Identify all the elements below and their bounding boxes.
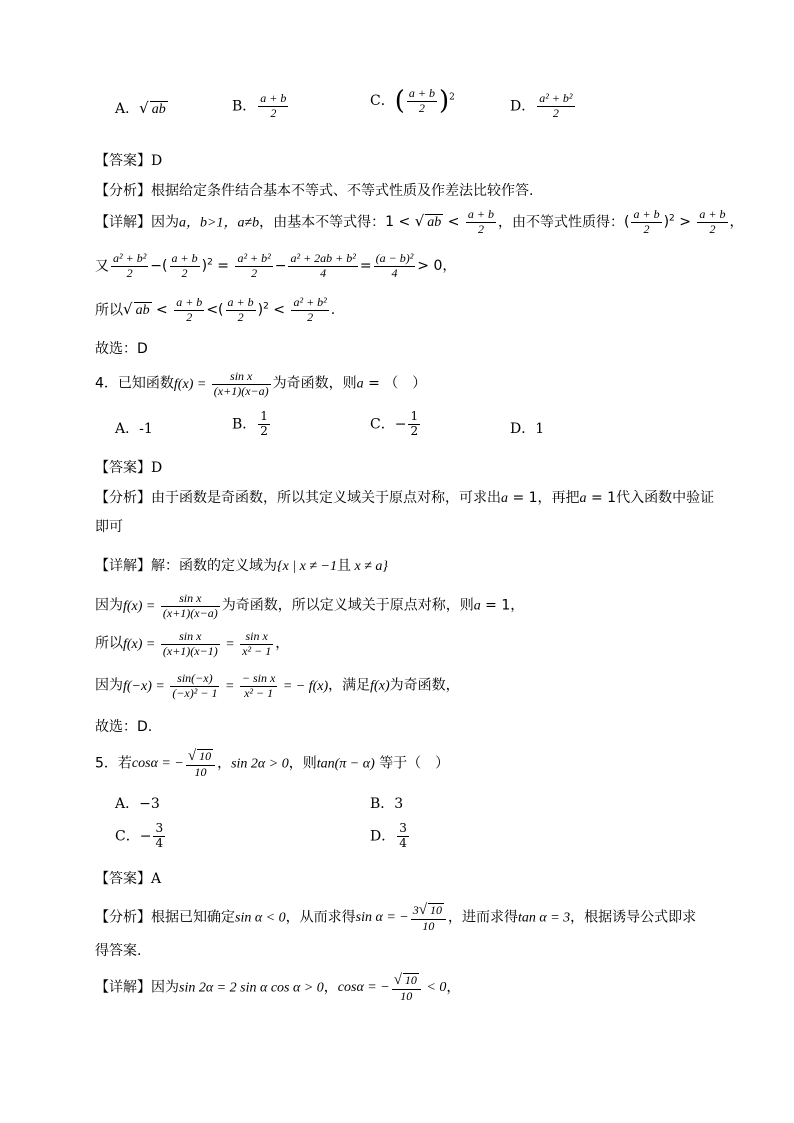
option-c: C．( $\frac{a + b}{2}$ )$^2$ (370, 85, 455, 116)
option-c-numerator: 3 (155, 821, 164, 835)
analysis-tag: 【分析】 (95, 183, 151, 199)
q5-analysis-line1: 【分析】根据已知确定sin α < 0，从而求得sin α = − $\frac{3√ 10}{10}$ ，进而求得tan α = 3，根据诱导公式即求 (95, 902, 697, 934)
detail-text: 因为 (151, 979, 179, 996)
detail-text: ，由不等式性质得： (498, 214, 624, 231)
q5-answer (95, 868, 161, 888)
option-b-denominator: 2 (270, 105, 277, 120)
option-c-fraction (407, 87, 437, 116)
option-d-numerator: 3 (399, 821, 407, 835)
option-d-label: D． (510, 98, 536, 115)
detail-text: 为奇函数， (389, 677, 460, 694)
q3-detail-line3 (95, 296, 335, 325)
analysis-text: 由于函数是奇函数，所以其定义域关于原点对称，可求出 (151, 490, 501, 506)
final-inequality: √ ab < $\frac{a + b}{2}$ <( $\frac{a + b}{2}$ )$^2$ < $\frac{\text{a² + b²}}{2}$ . (123, 295, 336, 324)
domain-set: {x | x ≠ −1且 x ≠ a} (277, 558, 389, 574)
q5-option-a: A．−3 (115, 796, 160, 812)
option-b-label: B． (232, 416, 257, 433)
answer-tag: 【答案】 (95, 153, 151, 169)
q4-option-d: D．1 (510, 421, 545, 437)
option-a-value: ab (151, 102, 166, 117)
analysis-tag: 【分析】 (95, 909, 151, 926)
option-b-numerator: a + b (260, 91, 287, 105)
detail-text: 因为 (95, 597, 123, 614)
option-c-numerator: a + b (408, 85, 435, 100)
detail-vars: a，b>1，a≠b (179, 215, 260, 231)
answer-value: A (151, 871, 162, 887)
q4-analysis-line2: 即可 (95, 519, 123, 535)
q4-detail-line2: 因为f(x) = $\frac{\text{sin x}}{(x+1)(x-a)}$ 为奇函数，所以定义域关于原点对称，则a = 1， (95, 591, 525, 620)
q4-option-a: A．-1 (115, 421, 153, 437)
option-d-denominator: 2 (552, 105, 559, 120)
q4-option-c (370, 410, 422, 439)
option-b (232, 92, 290, 121)
analysis-text: ，根据诱导公式即求 (570, 909, 697, 926)
answer-value: D (151, 460, 163, 476)
detail-text: 又 (95, 258, 109, 275)
detail-text: ，由基本不等式得： (259, 214, 386, 231)
inequality-1: 1 < √ ab < $\frac{a + b}{2}$ (385, 207, 494, 236)
q4-option-b (232, 410, 272, 439)
option-c-label: C． (370, 93, 395, 109)
analysis-text: 代入函数中验证 (616, 490, 715, 506)
option-b-numerator: 1 (260, 409, 268, 423)
detail-text: 因为 (95, 677, 123, 694)
q3-detail-line2 (95, 252, 456, 281)
q5-option-d (370, 822, 411, 851)
answer-tag: 【答案】 (95, 871, 151, 887)
stem-text: （ ） (384, 375, 427, 392)
detail-text: ，满足 (328, 677, 371, 694)
analysis-text: ，再把 (537, 490, 580, 506)
option-b-label: B． (232, 98, 257, 115)
option-c-exponent: 2 (449, 92, 455, 103)
q4-stem: 4．已知函数f(x) = $\frac{\text{sin x}}{(x+1)(x-a)}$ 为奇函数，则a = （ ） (95, 369, 427, 398)
detail-tag: 【详解】 (95, 979, 151, 996)
detail-text: 为奇函数，所以定义域关于原点对称，则 (221, 597, 474, 614)
option-d-fraction (537, 92, 574, 121)
q4-detail-line4: 因为f(−x) = $\frac{\sin(-x)}{\text{(−x)² − 1}}$ = $\frac{\text{− sin x}}{\text{x² − 1}}$ = − f(x)，满足f(x)为奇函数， (95, 671, 460, 700)
option-c-label: C．− (370, 416, 407, 433)
q5-option-b: B．3 (370, 796, 404, 812)
option-b-denominator: 2 (260, 423, 268, 438)
option-c-denominator: 4 (155, 835, 164, 850)
option-c-label: C．− (115, 828, 152, 845)
option-a-label: A． (115, 101, 140, 117)
option-a: A．√ ab (115, 99, 166, 117)
detail-text: ， (446, 979, 461, 996)
stem-text: 为奇函数，则 (272, 375, 357, 392)
q5-stem: 5．若cosα = − $\frac{√ 10}{10}$ ，sin 2α > 0，则tan(π − α) 等于（ ） (95, 748, 450, 780)
analysis-text: 根据已知确定 (151, 909, 235, 926)
q3-answer (95, 150, 162, 170)
stem-text: ， (217, 755, 232, 772)
detail-tag: 【详解】 (95, 558, 151, 574)
q4-analysis-line1: 【分析】由于函数是奇函数，所以其定义域关于原点对称，可求出a = 1，再把a = 1代入函数中验证 (95, 490, 715, 506)
q5-detail-line1: 【详解】因为sin 2α = 2 sin α cos α > 0，cosα = − $\frac{√ 10}{10}$ < 0， (95, 972, 461, 1004)
q4-detail-line3: 所以f(x) = $\frac{\text{sin x}}{(x+1)(x-1)}$ = $\frac{\text{sin x}}{\text{x² − 1}}$ ， (95, 629, 290, 658)
q3-analysis (95, 180, 533, 200)
analysis-text: 根据给定条件结合基本不等式、不等式性质及作差法比较作答. (151, 183, 534, 199)
stem-text: ，则 (288, 755, 317, 772)
option-d (510, 92, 577, 121)
inequality-2: ( $\frac{a + b}{2}$ )$^2$ > $\frac{a + b}{2}$ ， (624, 207, 744, 236)
q4-detail-line1 (95, 555, 388, 575)
option-d-numerator: a² + b² (539, 91, 573, 105)
q5-analysis-line2: 得答案. (95, 943, 142, 959)
q3-detail-line1 (95, 208, 744, 237)
answer-tag: 【答案】 (95, 460, 151, 476)
detail-text: 解：函数的定义域为 (151, 558, 277, 574)
option-b-fraction (258, 92, 288, 121)
option-d-denominator: 4 (399, 835, 407, 850)
detail-text: 所以 (95, 302, 123, 319)
q3-conclusion: 故选：D (95, 341, 148, 357)
option-c-numerator: 1 (410, 409, 419, 423)
answer-value: D (151, 153, 163, 169)
analysis-text: ，进而求得 (447, 909, 518, 926)
difference-expression: $\frac{\text{a² + b²}}{2}$ −( $\frac{a + b}{2}$ )$^2$ = $\frac{\text{a² + b²}}{2}$ − $\frac{\text{a² + 2ab + b²}}{4}$ = $\frac{\text{(a − b)²}}{4}$ > 0， (113, 251, 457, 280)
analysis-text: ，从而求得 (285, 909, 356, 926)
option-c-denominator: 2 (418, 100, 425, 115)
q4-conclusion: 故选：D. (95, 719, 153, 735)
q5-option-c (115, 822, 167, 851)
stem-text: 4．已知函数 (95, 375, 174, 392)
option-d-label: D． (370, 828, 396, 845)
option-c-denominator: 2 (410, 423, 419, 438)
detail-text: 所以 (95, 635, 123, 652)
detail-tag: 【详解】 (95, 214, 151, 231)
detail-text: 因为 (151, 214, 179, 231)
q4-answer (95, 457, 162, 477)
analysis-tag: 【分析】 (95, 490, 151, 506)
detail-text: ， (323, 979, 338, 996)
stem-text: 等于（ ） (379, 755, 450, 772)
function-expression: f(x) = $\frac{\text{sin x}}{(x+1)(x-a)}$ (173, 369, 269, 398)
stem-text: 5．若 (95, 755, 132, 772)
